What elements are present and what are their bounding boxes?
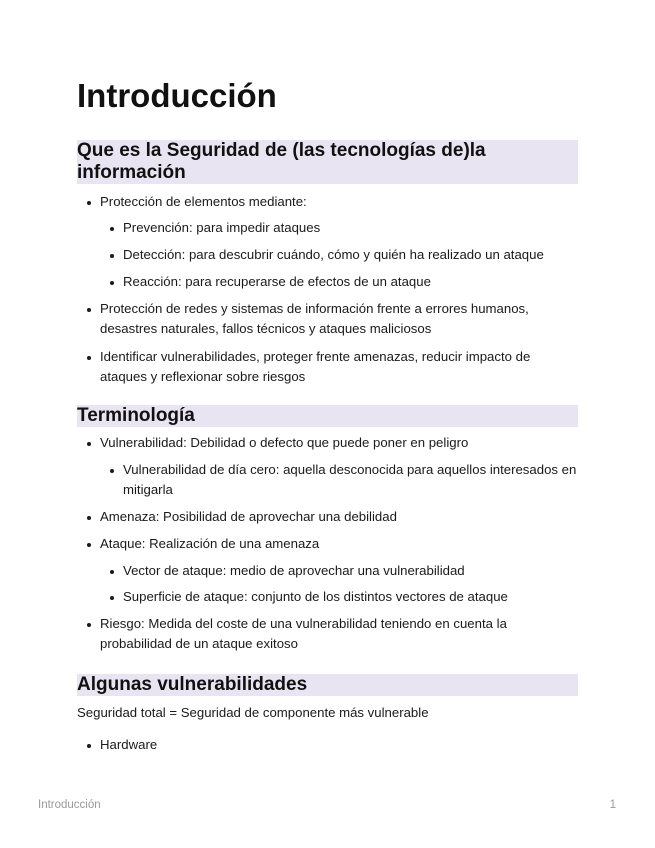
section-heading-terminologia: Terminología [77,405,578,427]
list-item [77,561,578,581]
page-number: 1 [609,799,616,811]
page-title: Introducción [77,77,277,114]
list-item [77,218,578,238]
section-list-terminologia [77,433,578,654]
list-item [77,587,578,607]
list-item-text: Hardware [100,737,158,752]
bullet-icon [110,281,114,285]
section-heading-que-es-seguridad: Que es la Seguridad de (las tecnologías de)la información [77,140,578,184]
bullet-icon [110,570,114,574]
footer-title: Introducción [38,799,101,811]
section-heading-algunas-vulnerabilidades: Algunas vulnerabilidades [77,674,578,696]
bullet-icon [87,516,91,520]
list-item [77,735,578,755]
list-item [77,245,578,265]
list-item-text: Reacción: para recuperarse de efectos de un ataque [123,274,431,289]
list-item [77,433,578,453]
list-item-text: Detección: para descubrir cuándo, cómo y quién ha realizado un ataque [123,247,544,262]
list-item [77,192,578,212]
section-list-que-es-seguridad [77,192,578,387]
bullet-icon [110,596,114,600]
list-item-text: Protección de elementos mediante: [100,194,307,209]
list-item-text: Identificar vulnerabilidades, proteger frente amenazas, reducir impacto de ataques y reflexionar sobre riesgos [100,349,531,384]
list-item [77,534,578,554]
bullet-icon [110,227,114,231]
bullet-icon [87,623,91,627]
list-item-text: Riesgo: Medida del coste de una vulnerabilidad teniendo en cuenta la probabilidad de un ataque exitoso [100,616,507,651]
list-item-text: Amenaza: Posibilidad de aprovechar una debilidad [100,509,397,524]
bullet-icon [87,543,91,547]
bullet-icon [87,356,91,360]
section-paragraph: Seguridad total = Seguridad de componente más vulnerable [77,705,429,720]
list-item-text: Superficie de ataque: conjunto de los distintos vectores de ataque [123,589,508,604]
list-item-text: Vulnerabilidad de día cero: aquella desconocida para aquellos interesados en mitigarla [123,462,577,497]
list-item [77,299,578,339]
section-list-algunas-vulnerabilidades [77,735,578,755]
bullet-icon [87,308,91,312]
list-item-text: Vulnerabilidad: Debilidad o defecto que puede poner en peligro [100,435,469,450]
bullet-icon [87,442,91,446]
list-item-text: Vector de ataque: medio de aprovechar una vulnerabilidad [123,563,465,578]
bullet-icon [87,744,91,748]
list-item [77,507,578,527]
list-item-text: Protección de redes y sistemas de información frente a errores humanos, desastres naturales, fallos técnicos y ataques maliciosos [100,301,529,336]
list-item [77,347,578,387]
list-item [77,614,578,654]
list-item [77,460,578,500]
list-item-text: Prevención: para impedir ataques [123,220,321,235]
list-item-text: Ataque: Realización de una amenaza [100,536,320,551]
bullet-icon [110,469,114,473]
list-item [77,272,578,292]
bullet-icon [110,254,114,258]
bullet-icon [87,201,91,205]
